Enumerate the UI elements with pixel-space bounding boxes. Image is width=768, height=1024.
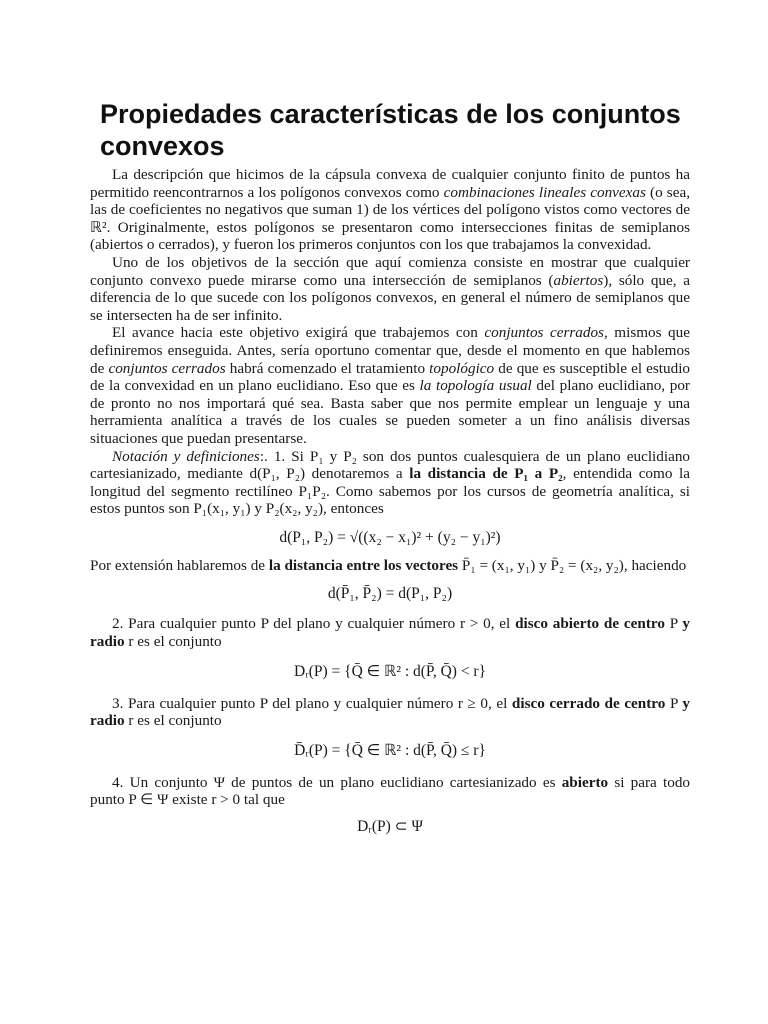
italic-text: combinaciones lineales convexas (443, 183, 646, 201)
bold-text: abierto (561, 773, 609, 791)
page-title: Propiedades características de los conjuntos convexos (100, 99, 681, 161)
paragraph-closed-sets (90, 324, 690, 447)
italic-text: topológico (429, 359, 495, 377)
bold-text: y radio (90, 694, 690, 730)
paragraph-objective (90, 254, 690, 324)
bold-text: disco abierto de centro (515, 615, 665, 633)
italic-text: Notación y definiciones (112, 447, 260, 465)
text: Por extensión hablaremos de (90, 556, 269, 574)
text: , entendida como la longitud del segmento rectilíneo P₁P₂. Como sabemos por los cursos de geometría analítica, si estos puntos son P₁(x₁, y₁) y P₂(x₂, y₂), entonces (90, 465, 690, 518)
formula-closed-disc: D̄ᵣ(P) = {Q̄ ∈ ℝ² : d(P̄, Q̄) ≤ r} (294, 741, 486, 759)
text: de que es susceptible el estudio de la convexidad en un plano euclidiano. Eso que es (90, 359, 691, 395)
formula-vector-distance: d(P̄₁, P̄₂) = d(P₁, P₂) (327, 585, 453, 603)
document-page (90, 98, 690, 836)
text: P (665, 694, 683, 712)
bold-text: y radio (90, 615, 690, 651)
bold-text: la distancia entre los vectores (268, 556, 459, 574)
text: si para todo punto P ∈ Ψ existe r > 0 tal que (90, 773, 691, 809)
paragraph-open-set (90, 774, 690, 809)
bold-text: la distancia de P₁ a P₂ (409, 465, 563, 483)
bold-text: disco cerrado de centro (511, 694, 666, 712)
text: ), sólo que, a diferencia de lo que sucede con los polígonos convexos, en general el número de semiplanos que se intersecten ha de ser infinito. (90, 271, 690, 324)
text: r es el conjunto (124, 633, 222, 651)
text: , mismos que definiremos enseguida. Antes, sería oportuno comentar que, desde el momento en que hablemos de (90, 324, 690, 377)
text: 3. Para cualquier punto P del plano y cualquier número r ≥ 0, el (112, 694, 512, 712)
italic-text: abiertos (553, 271, 604, 289)
paragraph-vector-distance (90, 557, 690, 575)
paragraph-intro (90, 166, 690, 254)
text: (o sea, las de coeficientes no negativos que suman 1) de los vértices del polígono vistos como vectores de ℝ². Originalmente, estos polígonos se presentaron como intersecciones finitas de semiplanos (abiertos o cerrados), y fueron los primeros conjuntos con los que trabajamos la convexidad. (90, 183, 690, 254)
text: El avance hacia este objetivo exigirá que trabajemos con (112, 324, 485, 342)
text: P̄₁ = (x₁, y₁) y P̄₂ = (x₂, y₂), haciendo (458, 556, 687, 574)
paragraph-closed-disc (90, 695, 690, 730)
text: P (664, 615, 683, 633)
italic-text: la topología usual (419, 377, 532, 395)
italic-text: conjuntos cerrados (108, 359, 226, 377)
text: La descripción que hicimos de la cápsula convexa de cualquier conjunto finito de puntos ha permitido reencontrarnos a los polígonos convexos como (90, 166, 690, 201)
text: r es el conjunto (124, 712, 222, 730)
paragraph-open-disc (90, 615, 690, 650)
text: del plano euclidiano, por de pronto no nos importará qué sea. Basta saber que nos permite emplear un lenguaje y una herramienta analítica a través de los cuales se pueden someter a un fino análisis diversas situaciones que puedan presentarse. (90, 377, 690, 447)
text: :. 1. Si P₁ y P₂ son dos puntos cualesquiera de un plano euclidiano cartesianizado, mediante d(P₁, P₂) denotaremos a (90, 447, 691, 483)
formula-open-set: Dᵣ(P) ⊂ Ψ (357, 818, 423, 836)
formula-open-disc: Dᵣ(P) = {Q̄ ∈ ℝ² : d(P̄, Q̄) < r} (293, 662, 487, 680)
formula-distance: d(P₁, P₂) = √((x₂ − x₁)² + (y₂ − y₁)²) (279, 528, 501, 546)
text: Uno de los objetivos de la sección que aquí comienza consiste en mostrar que cualquier conjunto convexo puede mirarse como una intersección de semiplanos ( (90, 253, 690, 289)
paragraph-definitions (90, 448, 690, 518)
text: habrá comenzado el tratamiento (225, 359, 430, 377)
italic-text: conjuntos cerrados (484, 324, 604, 342)
text: 4. Un conjunto Ψ de puntos de un plano euclidiano cartesianizado es (112, 773, 562, 791)
text: 2. Para cualquier punto P del plano y cualquier número r > 0, el (112, 615, 516, 633)
